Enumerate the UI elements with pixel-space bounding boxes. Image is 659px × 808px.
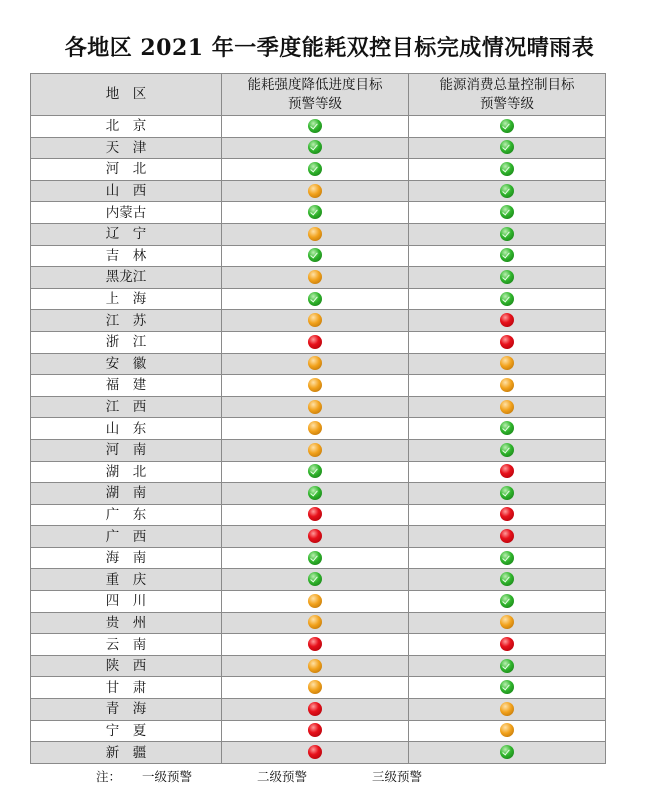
legend-prefix: 注： [96, 769, 122, 784]
intensity-level-cell [222, 742, 409, 764]
orange-warning-icon [500, 723, 514, 737]
orange-warning-icon [500, 400, 514, 414]
table-row [31, 569, 606, 591]
intensity-level-cell [222, 699, 409, 721]
orange-warning-icon [308, 227, 322, 241]
intensity-level-cell [222, 245, 409, 267]
region-cell: 吉 林 [31, 245, 222, 267]
table-row [31, 461, 606, 483]
intensity-level-cell [222, 504, 409, 526]
legend-item-level3 [355, 767, 428, 785]
intensity-level-cell [222, 677, 409, 699]
green-check-icon [500, 745, 514, 759]
green-check-icon [500, 486, 514, 500]
intensity-level-cell [222, 137, 409, 159]
intensity-level-cell [222, 591, 409, 613]
table-row [31, 353, 606, 375]
total-level-cell [409, 310, 606, 332]
orange-warning-icon [308, 659, 322, 673]
table-row [31, 310, 606, 332]
green-check-icon [355, 770, 369, 784]
intensity-level-cell [222, 396, 409, 418]
region-cell: 四 川 [31, 591, 222, 613]
total-level-cell [409, 137, 606, 159]
table-row [31, 742, 606, 764]
total-level-cell [409, 699, 606, 721]
region-cell: 贵 州 [31, 612, 222, 634]
intensity-level-cell [222, 612, 409, 634]
legend [96, 767, 428, 785]
legend-label-level1: 一级预警 [142, 769, 193, 784]
region-cell: 天 津 [31, 137, 222, 159]
red-warning-icon [308, 723, 322, 737]
table-row [31, 331, 606, 353]
red-warning-icon [500, 637, 514, 651]
table-row [31, 720, 606, 742]
total-level-cell [409, 288, 606, 310]
orange-warning-icon [240, 770, 254, 784]
intensity-level-cell [222, 547, 409, 569]
total-level-cell [409, 677, 606, 699]
orange-warning-icon [308, 378, 322, 392]
orange-warning-icon [308, 184, 322, 198]
red-warning-icon [500, 313, 514, 327]
total-level-cell [409, 591, 606, 613]
total-level-cell [409, 634, 606, 656]
table-row [31, 116, 606, 138]
red-warning-icon [308, 335, 322, 349]
green-check-icon [500, 443, 514, 457]
header-intensity [222, 74, 409, 116]
total-level-cell [409, 159, 606, 181]
region-cell: 辽 宁 [31, 223, 222, 245]
intensity-level-cell [222, 116, 409, 138]
intensity-level-cell [222, 331, 409, 353]
total-level-cell [409, 483, 606, 505]
total-level-cell [409, 375, 606, 397]
total-level-cell [409, 504, 606, 526]
region-cell: 内蒙古 [31, 202, 222, 224]
total-level-cell [409, 116, 606, 138]
intensity-level-cell [222, 526, 409, 548]
orange-warning-icon [308, 443, 322, 457]
region-cell: 河 南 [31, 439, 222, 461]
total-level-cell [409, 439, 606, 461]
region-cell: 福 建 [31, 375, 222, 397]
region-cell: 山 东 [31, 418, 222, 440]
orange-warning-icon [500, 615, 514, 629]
header-total-line2: 预警等级 [480, 95, 534, 112]
red-warning-icon [308, 529, 322, 543]
total-level-cell [409, 396, 606, 418]
orange-warning-icon [308, 421, 322, 435]
green-check-icon [500, 162, 514, 176]
region-cell: 黑龙江 [31, 267, 222, 289]
orange-warning-icon [308, 270, 322, 284]
red-warning-icon [500, 529, 514, 543]
page-title: 各地区 2021 年一季度能耗双控目标完成情况晴雨表 [64, 35, 595, 61]
red-warning-icon [500, 507, 514, 521]
orange-warning-icon [308, 400, 322, 414]
region-cell: 湖 南 [31, 483, 222, 505]
header-region: 地 区 [31, 74, 222, 116]
table-row [31, 677, 606, 699]
table-row [31, 634, 606, 656]
legend-label-level2: 二级预警 [257, 769, 308, 784]
green-check-icon [500, 140, 514, 154]
total-level-cell [409, 267, 606, 289]
total-level-cell [409, 245, 606, 267]
region-cell: 江 苏 [31, 310, 222, 332]
region-cell: 河 北 [31, 159, 222, 181]
table-row [31, 439, 606, 461]
orange-warning-icon [308, 313, 322, 327]
total-level-cell [409, 331, 606, 353]
table-row [31, 375, 606, 397]
region-cell: 湖 北 [31, 461, 222, 483]
green-check-icon [308, 292, 322, 306]
region-cell: 广 西 [31, 526, 222, 548]
region-cell: 青 海 [31, 699, 222, 721]
table-row [31, 202, 606, 224]
red-warning-icon [308, 507, 322, 521]
table-row [31, 288, 606, 310]
green-check-icon [308, 572, 322, 586]
green-check-icon [308, 486, 322, 500]
total-level-cell [409, 180, 606, 202]
table-row [31, 483, 606, 505]
total-level-cell [409, 223, 606, 245]
green-check-icon [500, 292, 514, 306]
intensity-level-cell [222, 223, 409, 245]
region-cell: 广 东 [31, 504, 222, 526]
orange-warning-icon [500, 378, 514, 392]
orange-warning-icon [308, 680, 322, 694]
orange-warning-icon [308, 615, 322, 629]
total-level-cell [409, 655, 606, 677]
orange-warning-icon [500, 356, 514, 370]
green-check-icon [308, 119, 322, 133]
total-level-cell [409, 612, 606, 634]
total-level-cell [409, 547, 606, 569]
green-check-icon [308, 140, 322, 154]
legend-item-level1 [125, 767, 198, 785]
region-cell: 甘 肃 [31, 677, 222, 699]
red-warning-icon [125, 770, 139, 784]
table-row [31, 504, 606, 526]
intensity-level-cell [222, 461, 409, 483]
intensity-level-cell [222, 353, 409, 375]
intensity-level-cell [222, 180, 409, 202]
red-warning-icon [500, 335, 514, 349]
green-check-icon [500, 551, 514, 565]
orange-warning-icon [500, 702, 514, 716]
region-cell: 安 徽 [31, 353, 222, 375]
green-check-icon [500, 421, 514, 435]
total-level-cell [409, 569, 606, 591]
intensity-level-cell [222, 483, 409, 505]
green-check-icon [500, 572, 514, 586]
table-row [31, 180, 606, 202]
table-row [31, 655, 606, 677]
header-total-line1: 能源消费总量控制目标 [439, 76, 575, 93]
table-header-row [31, 74, 606, 116]
table-row [31, 223, 606, 245]
intensity-level-cell [222, 310, 409, 332]
region-cell: 海 南 [31, 547, 222, 569]
table-body [31, 116, 606, 764]
region-cell: 重 庆 [31, 569, 222, 591]
orange-warning-icon [308, 356, 322, 370]
green-check-icon [500, 205, 514, 219]
green-check-icon [308, 551, 322, 565]
legend-item-level2 [240, 767, 313, 785]
region-cell: 山 西 [31, 180, 222, 202]
total-level-cell [409, 526, 606, 548]
green-check-icon [500, 680, 514, 694]
total-level-cell [409, 742, 606, 764]
green-check-icon [500, 659, 514, 673]
intensity-level-cell [222, 267, 409, 289]
warning-table [30, 73, 606, 764]
table-row [31, 418, 606, 440]
red-warning-icon [500, 464, 514, 478]
region-cell: 新 疆 [31, 742, 222, 764]
intensity-level-cell [222, 634, 409, 656]
intensity-level-cell [222, 375, 409, 397]
green-check-icon [500, 119, 514, 133]
legend-label-level3: 三级预警 [372, 769, 423, 784]
green-check-icon [500, 184, 514, 198]
intensity-level-cell [222, 418, 409, 440]
total-level-cell [409, 461, 606, 483]
region-cell: 浙 江 [31, 331, 222, 353]
intensity-level-cell [222, 288, 409, 310]
region-cell: 陕 西 [31, 655, 222, 677]
red-warning-icon [308, 702, 322, 716]
green-check-icon [308, 205, 322, 219]
total-level-cell [409, 202, 606, 224]
table-row [31, 547, 606, 569]
intensity-level-cell [222, 202, 409, 224]
green-check-icon [500, 594, 514, 608]
region-cell: 宁 夏 [31, 720, 222, 742]
table-row [31, 267, 606, 289]
table-row [31, 159, 606, 181]
table-row [31, 612, 606, 634]
region-cell: 上 海 [31, 288, 222, 310]
green-check-icon [308, 162, 322, 176]
header-intensity-line2: 预警等级 [288, 95, 342, 112]
header-total [409, 74, 606, 116]
intensity-level-cell [222, 439, 409, 461]
intensity-level-cell [222, 655, 409, 677]
green-check-icon [500, 248, 514, 262]
red-warning-icon [308, 745, 322, 759]
orange-warning-icon [308, 594, 322, 608]
table-row [31, 245, 606, 267]
table-row [31, 699, 606, 721]
green-check-icon [308, 248, 322, 262]
red-warning-icon [308, 637, 322, 651]
green-check-icon [500, 270, 514, 284]
green-check-icon [308, 464, 322, 478]
green-check-icon [500, 227, 514, 241]
table-row [31, 591, 606, 613]
intensity-level-cell [222, 159, 409, 181]
region-cell: 北 京 [31, 116, 222, 138]
table-row [31, 526, 606, 548]
region-cell: 云 南 [31, 634, 222, 656]
table-row [31, 396, 606, 418]
intensity-level-cell [222, 720, 409, 742]
total-level-cell [409, 418, 606, 440]
region-cell: 江 西 [31, 396, 222, 418]
table-row [31, 137, 606, 159]
intensity-level-cell [222, 569, 409, 591]
header-intensity-line1: 能耗强度降低进度目标 [247, 76, 383, 93]
total-level-cell [409, 353, 606, 375]
total-level-cell [409, 720, 606, 742]
